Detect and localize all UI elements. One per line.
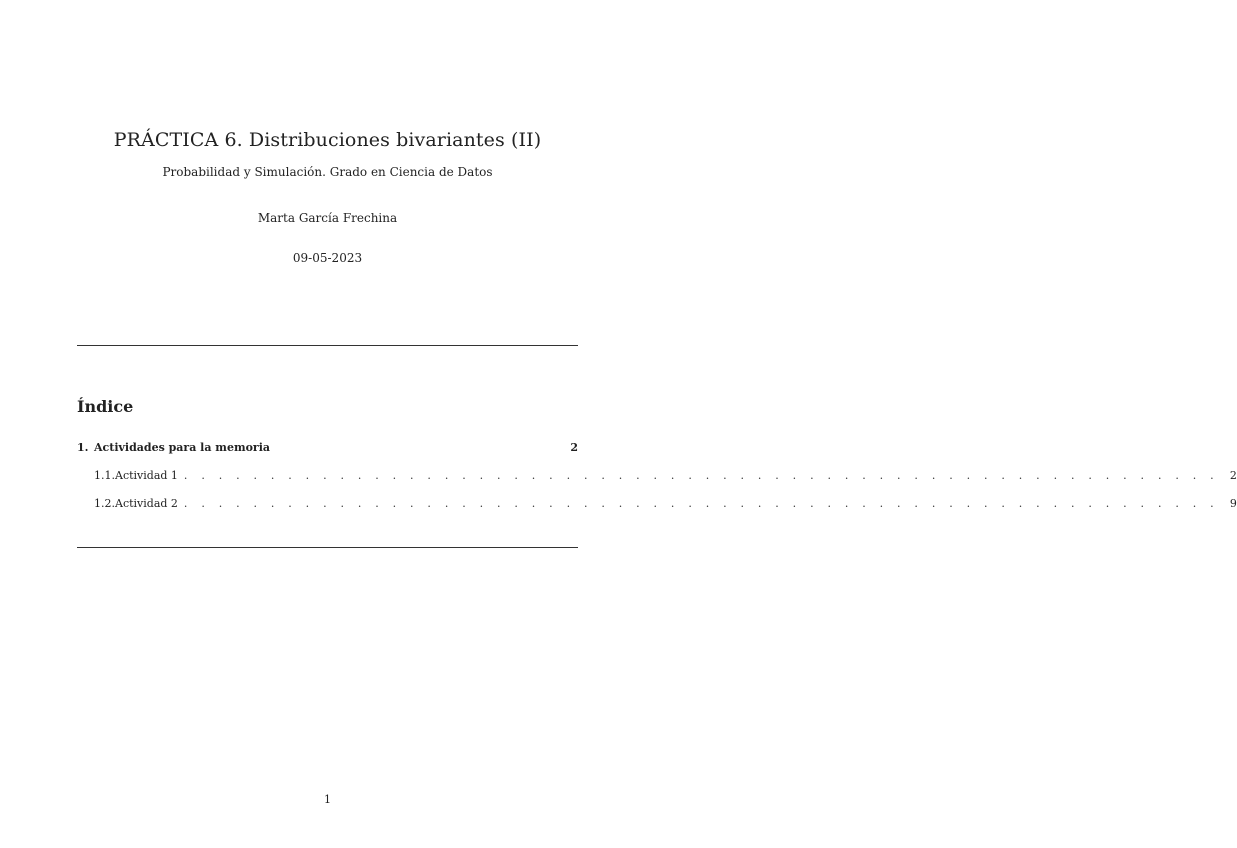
toc-entry-label: Actividades para la memoria: [94, 441, 271, 454]
document-date: 09-05-2023: [292, 251, 363, 265]
toc-entry-page: 2: [1229, 469, 1237, 482]
top-horizontal-rule: [77, 345, 578, 346]
document-subtitle: Probabilidad y Simulación. Grado en Ciencia de Datos: [162, 165, 493, 179]
toc-entry-page: 2: [570, 441, 578, 454]
toc-dot-leader: . . . . . . . . . . . . . . . . . . . . . . . . . . . . . . . . . . . . . . . . . . . . . . . . . . . . . . . . . . . .: [183, 469, 1219, 482]
bottom-horizontal-rule: [77, 547, 578, 548]
toc-entry-number: 1.1.: [94, 469, 115, 482]
toc-entry-number: 1.: [77, 441, 89, 454]
toc-entry-label: Actividad 2: [115, 497, 178, 510]
toc-entry-subsection-1-1[interactable]: [77, 469, 1237, 485]
toc-entry-subsection-1-2[interactable]: [77, 497, 1237, 513]
toc-dot-leader: . . . . . . . . . . . . . . . . . . . . . . . . . . . . . . . . . . . . . . . . . . . . . . . . . . . . . . . . . . . .: [183, 497, 1219, 510]
document-title: PRÁCTICA 6. Distribuciones bivariantes (II): [113, 129, 542, 151]
document-author: Marta García Frechina: [257, 211, 398, 225]
toc-heading: Índice: [77, 397, 134, 416]
toc-entry-page: 9: [1229, 497, 1237, 510]
toc-entry-label: Actividad 1: [115, 469, 178, 482]
page-number: 1: [324, 793, 331, 806]
toc-entry-number: 1.2.: [94, 497, 115, 510]
toc-entry-section-1[interactable]: [77, 441, 578, 457]
